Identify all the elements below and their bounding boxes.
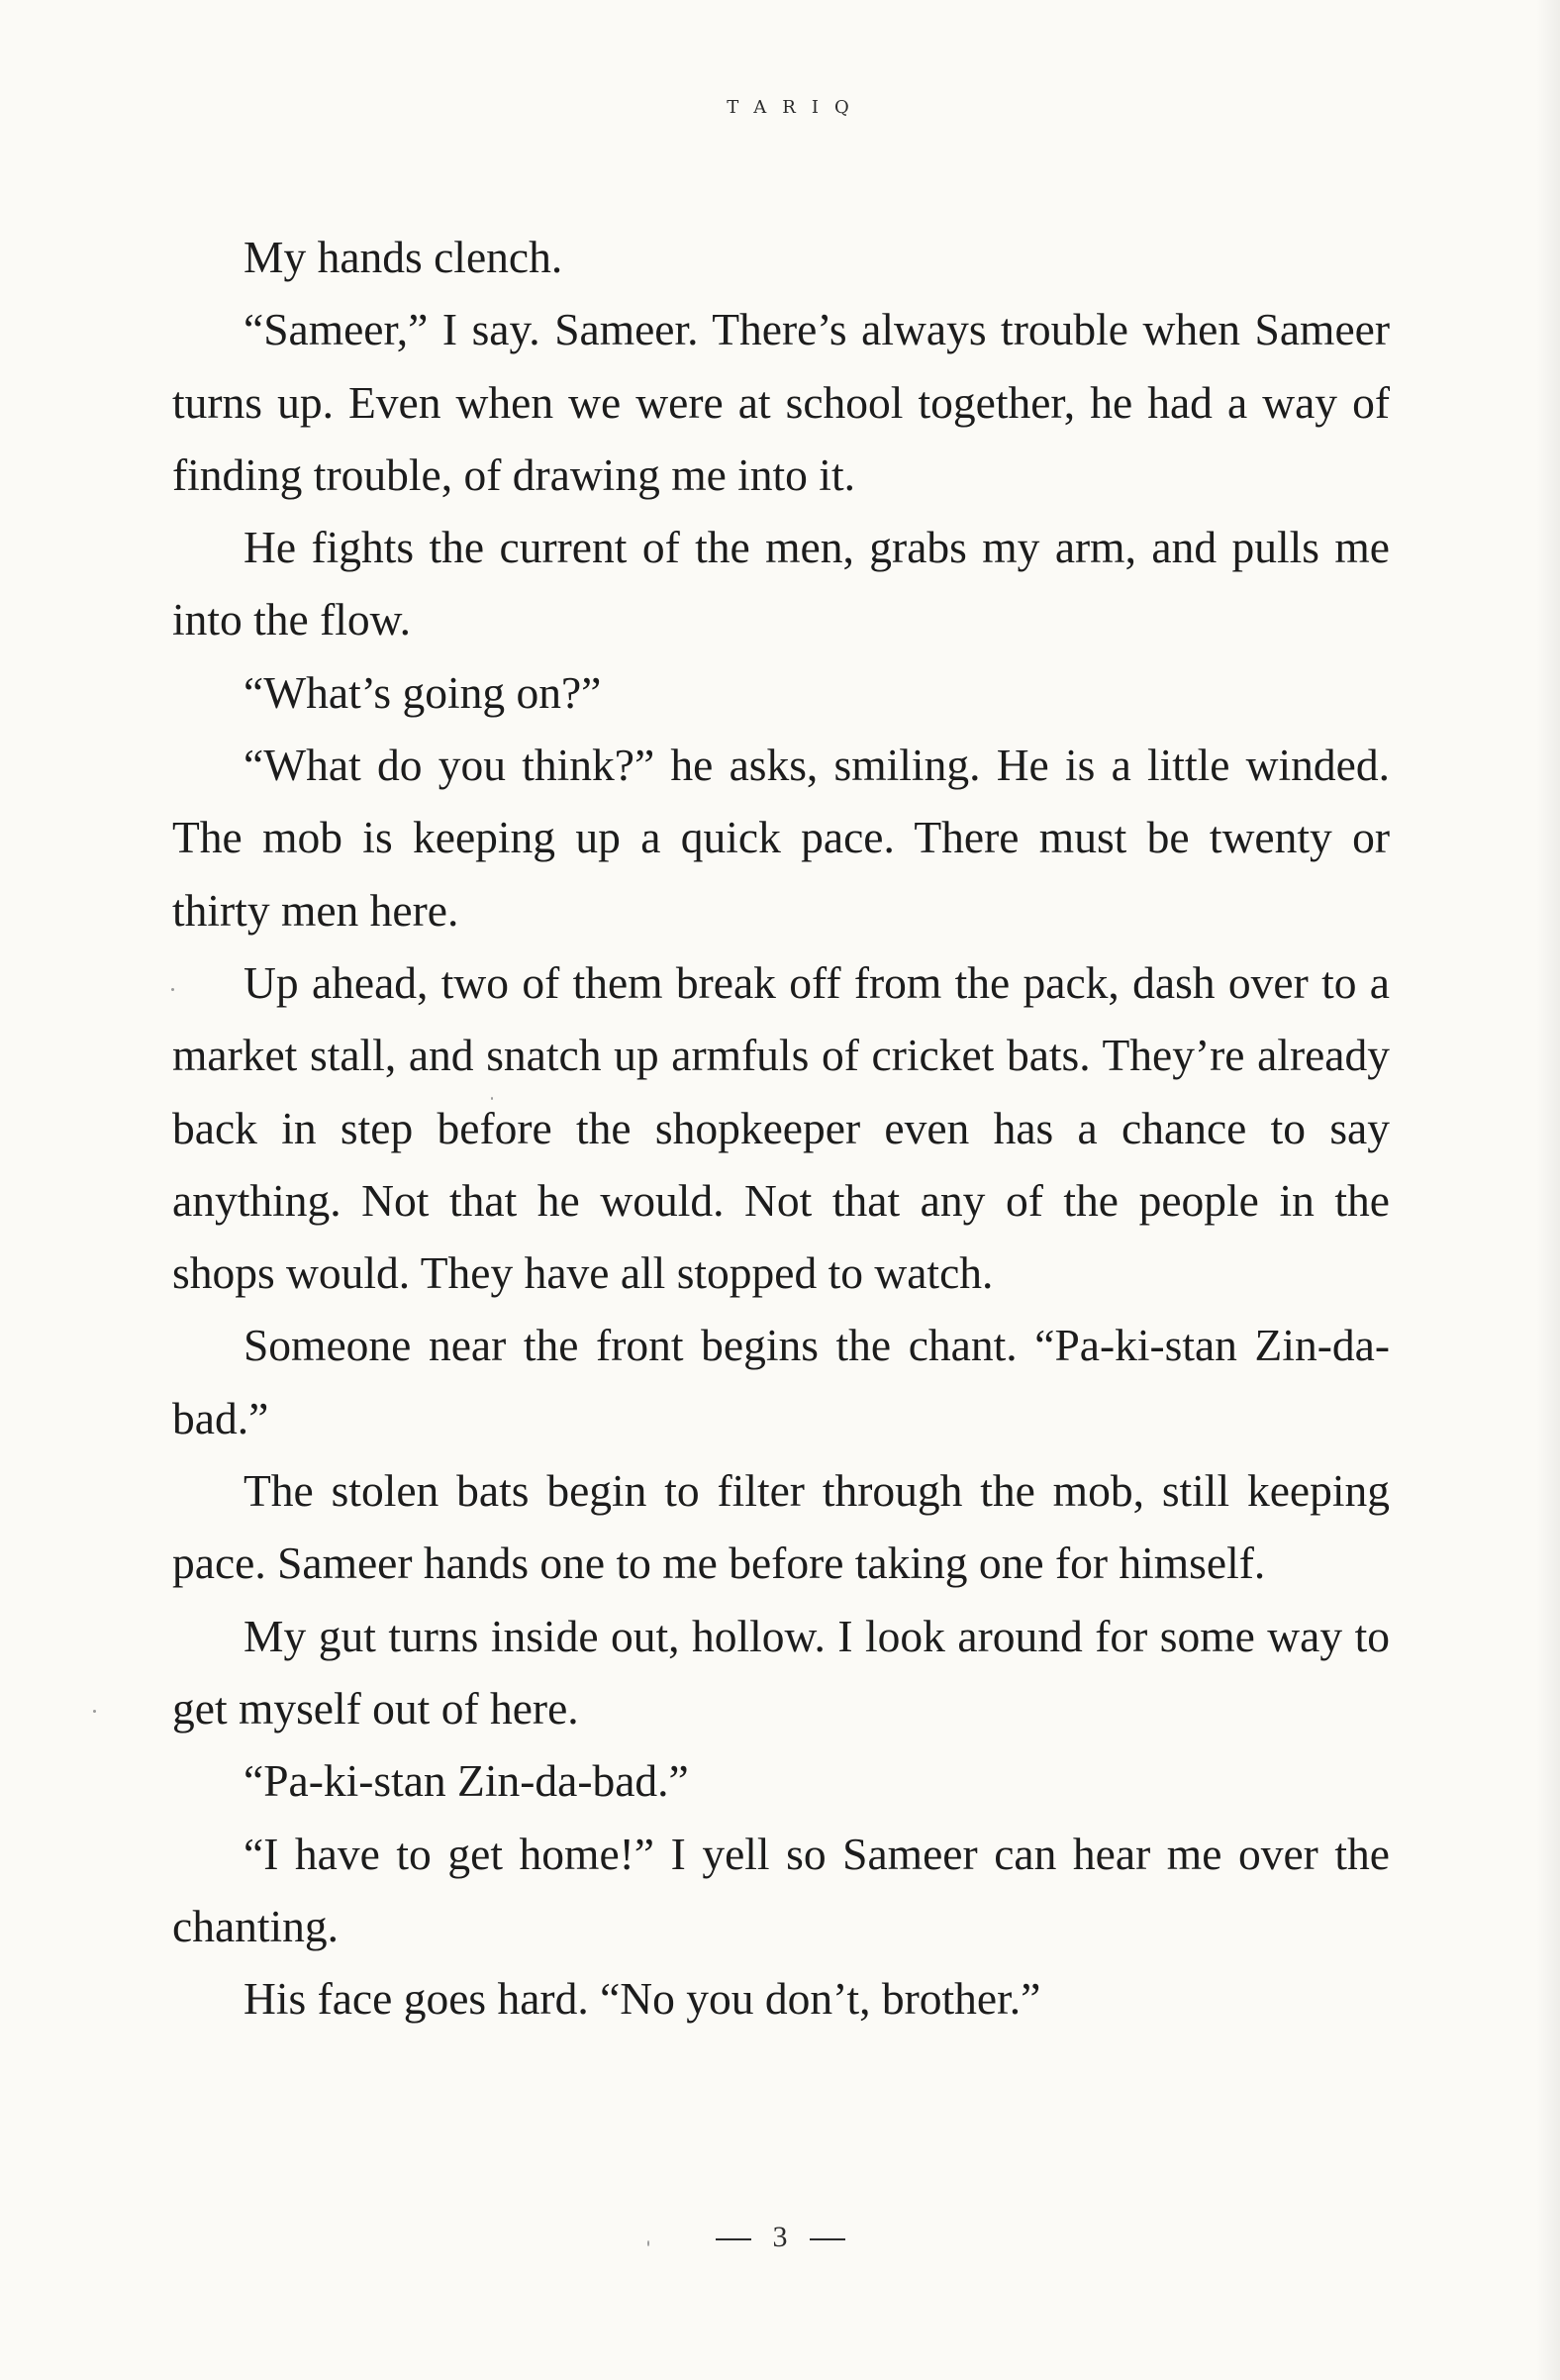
paragraph: “I have to get home!” I yell so Sameer can hear me over the chanting. xyxy=(172,1828,1390,1951)
running-head: TARIQ xyxy=(727,97,865,118)
folio-dash-left xyxy=(716,2238,751,2240)
paragraph: “What’s going on?” xyxy=(244,666,602,718)
paragraph: “Sameer,” I say. Sameer. There’s always trouble when Sameer turns up. Even when we were at school together, he had a way of finding trouble, of drawing me into it. xyxy=(172,304,1390,500)
scan-speck xyxy=(647,2240,649,2246)
paragraph: He fights the current of the men, grabs my arm, and pulls me into the flow. xyxy=(172,522,1390,645)
paragraph: Someone near the front begins the chant. “Pa-ki-stan Zin-da-bad.” xyxy=(172,1320,1390,1443)
scan-speck xyxy=(491,1097,493,1100)
paragraph: “Pa-ki-stan Zin-da-bad.” xyxy=(244,1755,689,1807)
paragraph: The stolen bats begin to filter through the mob, still keeping pace. Sameer hands one to me before taking one for himself. xyxy=(172,1465,1390,1589)
paragraph: My gut turns inside out, hollow. I look around for some way to get myself out of here. xyxy=(172,1610,1390,1734)
paragraph: “What do you think?” he asks, smiling. He is a little winded. The mob is keeping up a quick pace. There must be twenty or thirty men here. xyxy=(172,740,1390,936)
paragraph: Up ahead, two of them break off from the pack, dash over to a market stall, and snatch up armfuls of cricket bats. They’re already back in step before the shopkeeper even has a chance to say anything. Not that he would. Not that any of the people in the shops would. They have all stopped to watch. xyxy=(172,956,1390,1299)
page-number: 3 xyxy=(772,2221,788,2253)
body-text xyxy=(172,221,1390,2034)
paragraph: His face goes hard. “No you don’t, brother.” xyxy=(244,1973,1041,2025)
page-footer xyxy=(0,2221,1560,2254)
scan-speck xyxy=(93,1710,96,1713)
folio-dash-right xyxy=(810,2238,845,2240)
paragraph: My hands clench. xyxy=(244,232,563,282)
scan-speck xyxy=(171,988,174,991)
